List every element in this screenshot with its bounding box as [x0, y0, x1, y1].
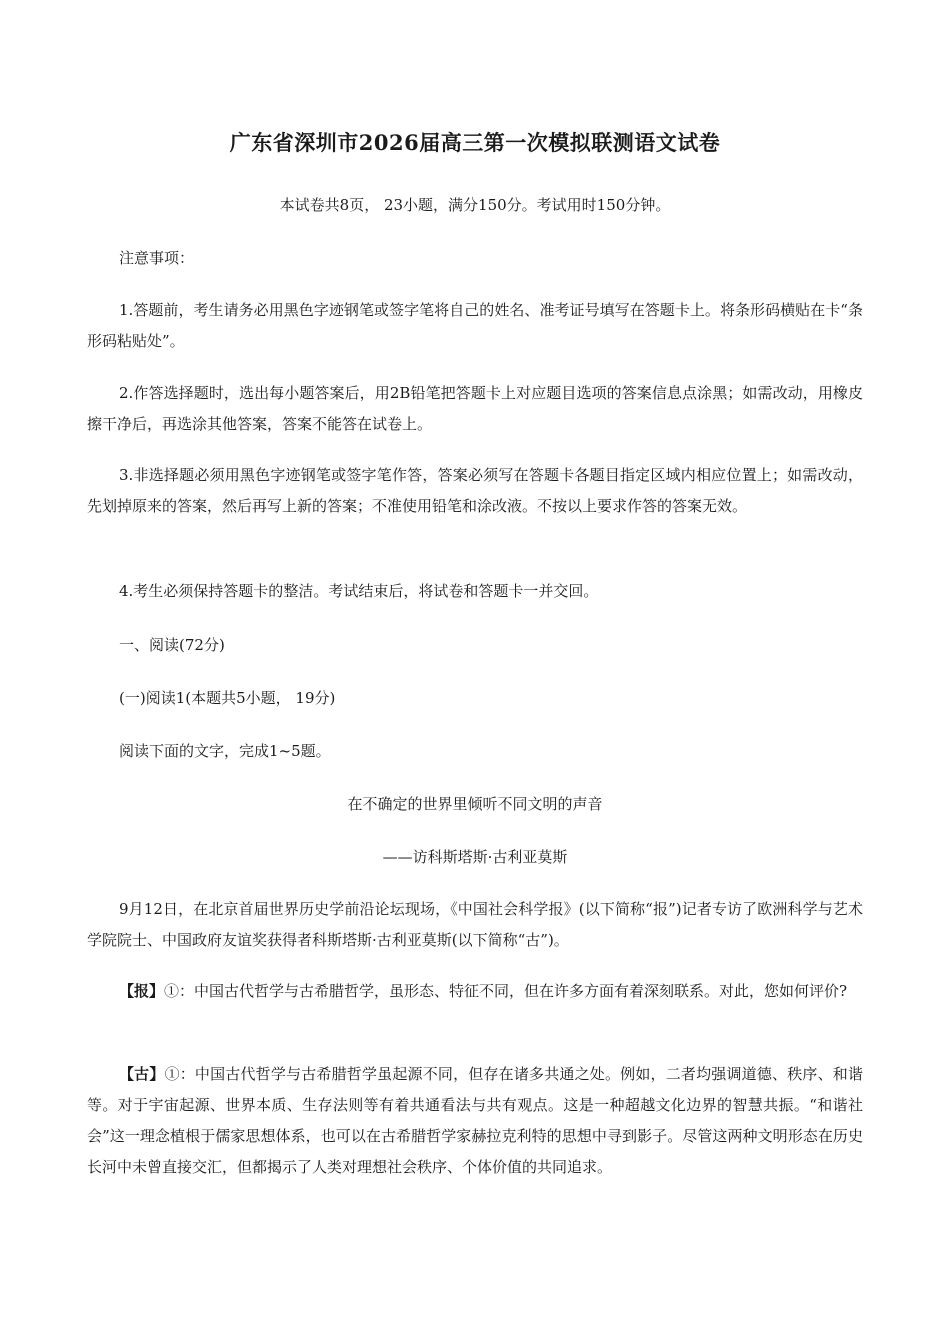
- exam-title: 广东省深圳市2026届高三第一次模拟联测语文试卷: [229, 130, 721, 155]
- speaker-label: 【古】: [119, 1065, 165, 1083]
- qa-text: ①：中国古代哲学与古希腊哲学，虽形态、特征不同，但在许多方面有着深刻联系。对此，您如何评价?: [164, 982, 848, 1000]
- notice-item-3: 3.非选择题必须用黑色字迹钢笔或签字笔作答，答案必须写在答题卡各题目指定区域内相应位置上；如需改动，先划掉原来的答案，然后再写上新的答案；不准使用铅笔和涂改液。不按以上要求作答的答案无效。: [87, 466, 863, 515]
- notice-item-4: 4.考生必须保持答题卡的整洁。考试结束后，将试卷和答题卡一并交回。: [119, 582, 599, 600]
- article-title: 在不确定的世界里倾听不同文明的声音: [347, 795, 603, 813]
- speaker-label: 【报】: [119, 982, 165, 1000]
- article-byline: ——访科斯塔斯·古利亚莫斯: [382, 848, 568, 866]
- article-intro: 9月12日，在北京首届世界历史学前沿论坛现场，《中国社会科学报》(以下简称“报”)记者专访了欧洲科学与艺术学院院士、中国政府友谊奖获得者科斯塔斯·古利亚莫斯(以下简称“古”)。: [87, 900, 863, 949]
- subsection-heading: (一)阅读1(本题共5小题， 19分): [119, 689, 336, 707]
- qa-question-1: [87, 976, 863, 1007]
- notice-heading: 注意事项：: [119, 249, 195, 267]
- notice-item-1: 1.答题前，考生请务必用黑色字迹钢笔或签字笔将自己的姓名、准考证号填写在答题卡上。将条形码横贴在卡“条形码粘贴处”。: [87, 301, 863, 350]
- section-heading: 一、阅读(72分): [119, 636, 225, 654]
- reading-instruction: 阅读下面的文字，完成1~5题。: [119, 742, 331, 760]
- qa-answer-1: [87, 1059, 863, 1183]
- qa-text: ①：中国古代哲学与古希腊哲学虽起源不同，但存在诸多共通之处。例如，二者均强调道德、秩序、和谐等。对于宇宙起源、世界本质、生存法则等有着共通看法与共有观点。这是一种超越文化边界的智慧共振。“和谐社会”这一理念植根于儒家思想体系，也可以在古希腊哲学家赫拉克利特的思想中寻到影子。尽管这两种文明形态在历史长河中未曾直接交汇，但都揭示了人类对理想社会秩序、个体价值的共同追求。: [87, 1065, 863, 1176]
- exam-info: 本试卷共8页， 23小题，满分150分。考试用时150分钟。: [279, 196, 671, 214]
- notice-item-2: 2.作答选择题时，选出每小题答案后，用2B铅笔把答题卡上对应题目选项的答案信息点涂黑；如需改动，用橡皮擦干净后，再选涂其他答案，答案不能答在试卷上。: [87, 384, 863, 433]
